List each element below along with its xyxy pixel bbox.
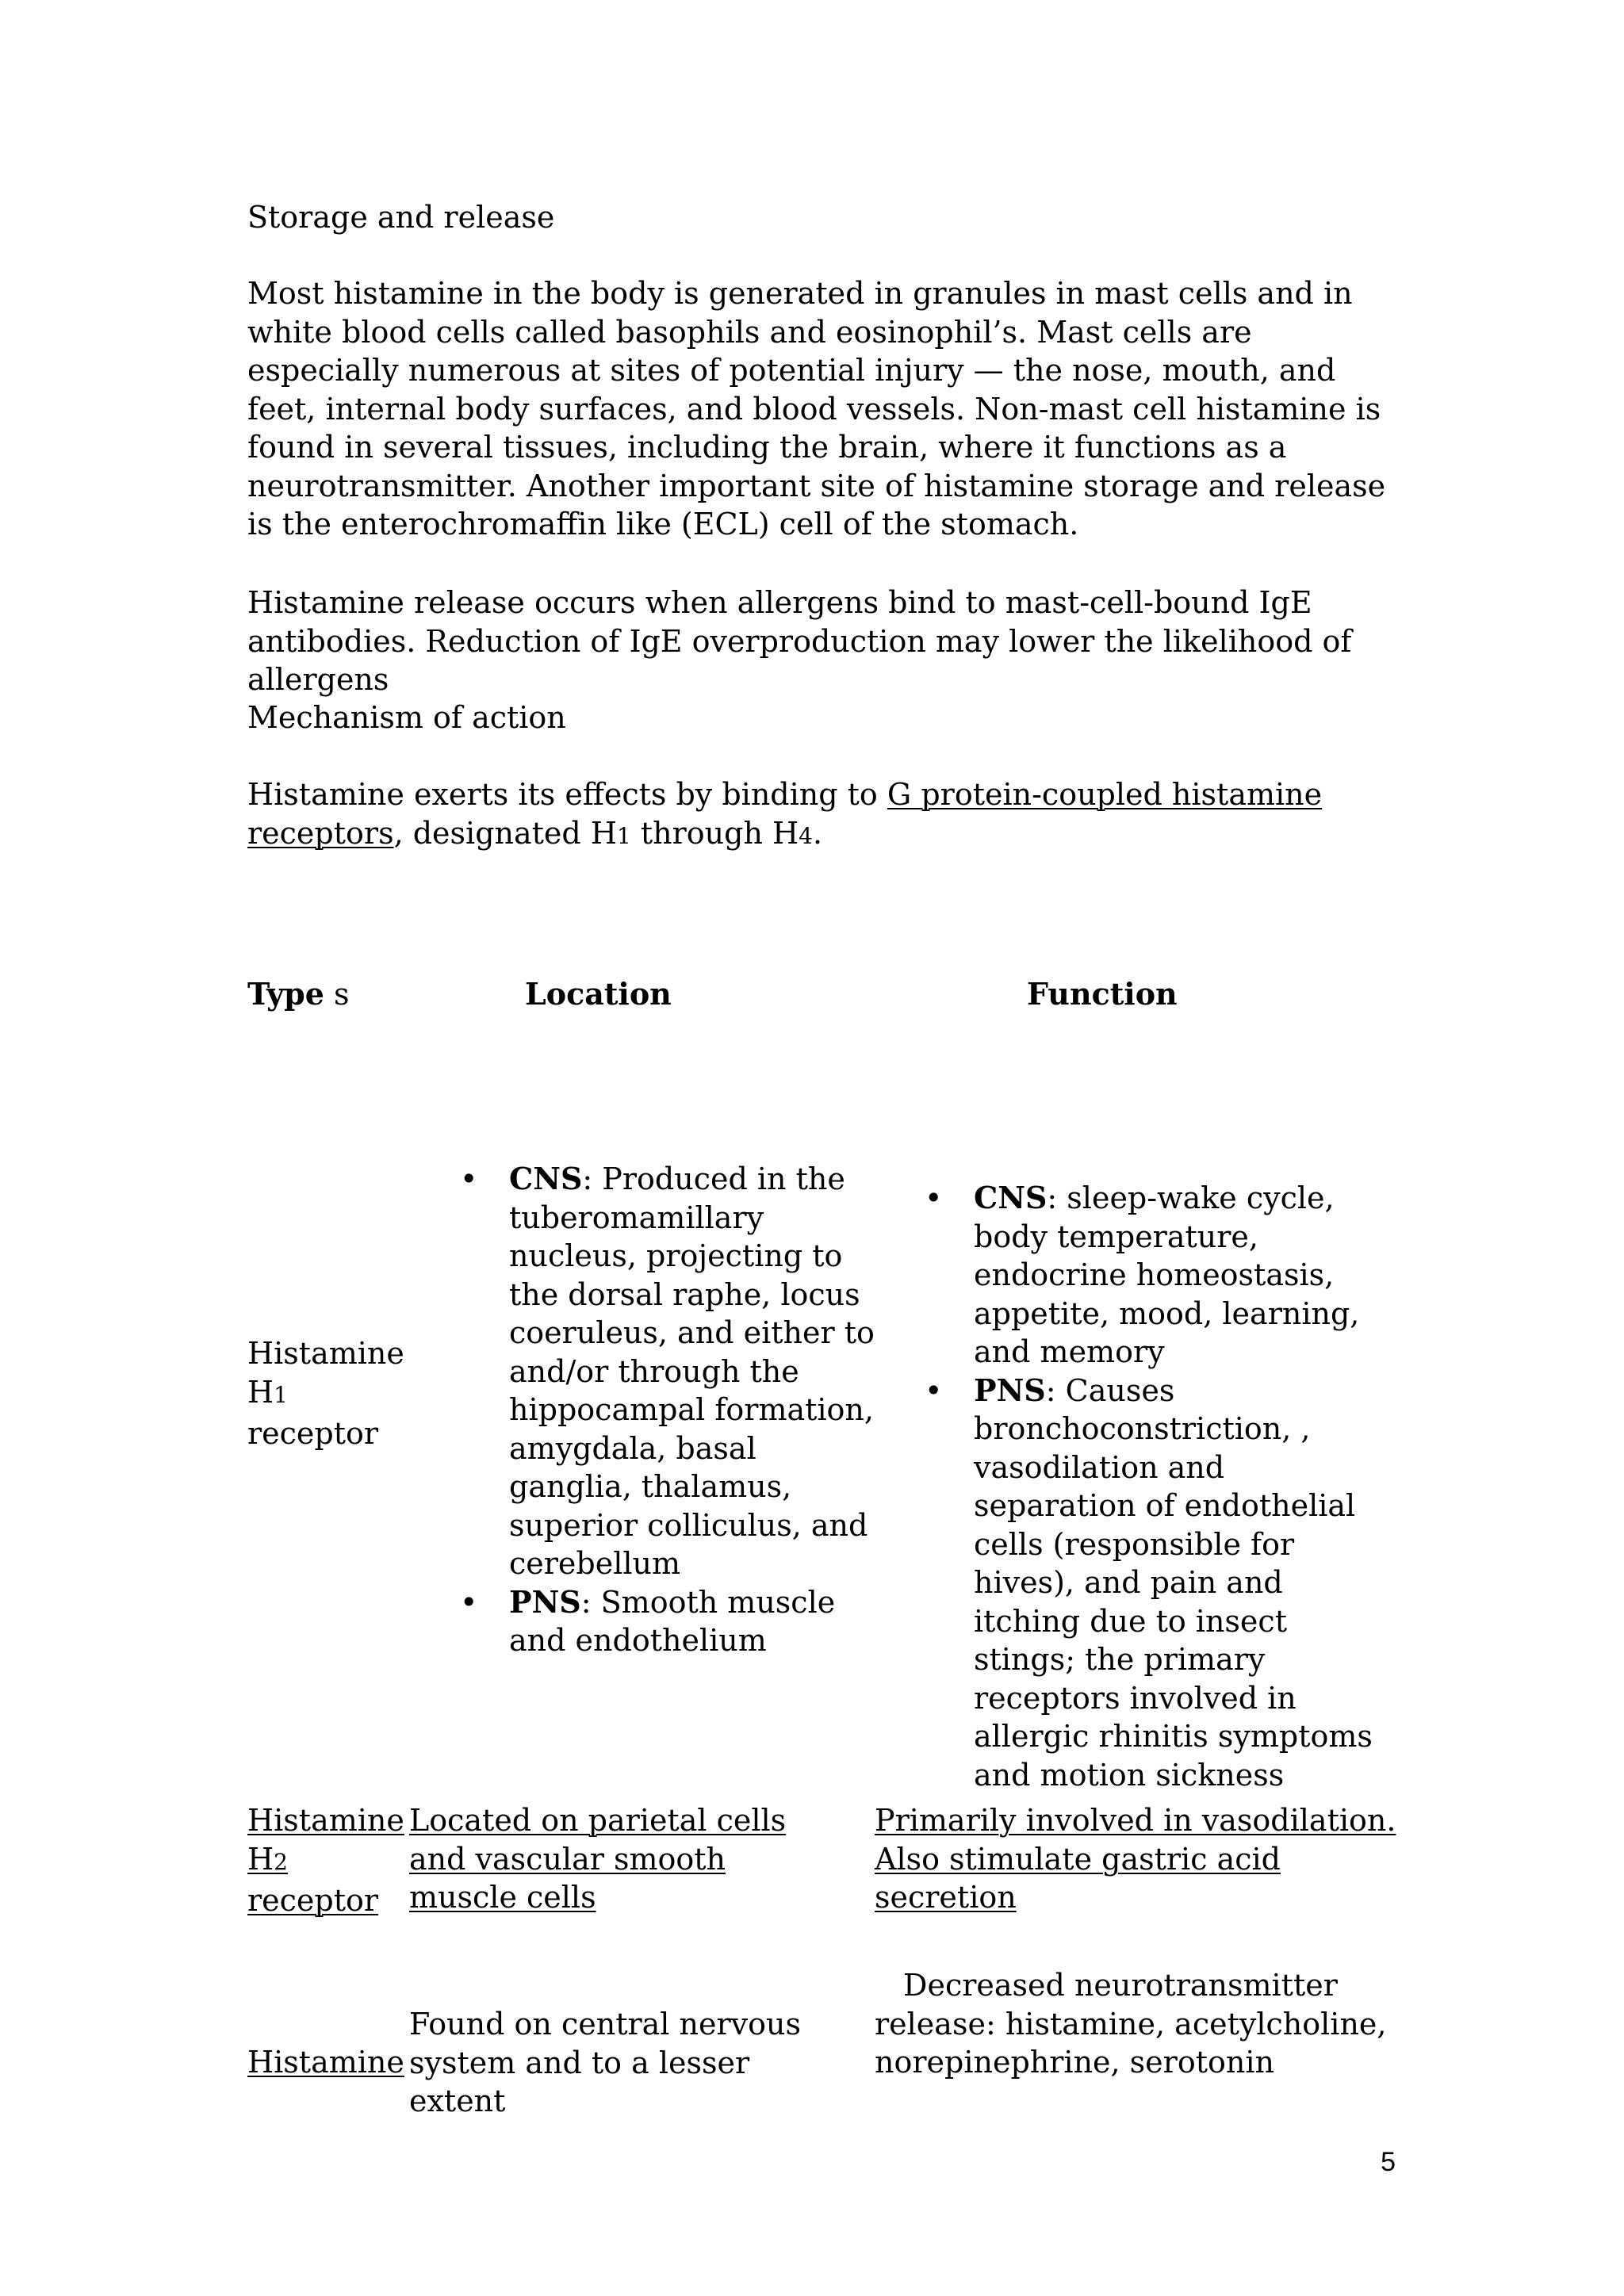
page-number: 5 <box>1381 2147 1396 2177</box>
h2-type-cell: Histamine H2 receptor <box>247 1803 404 1918</box>
receptors-link[interactable]: G protein-coupled histamine receptors <box>247 777 1323 851</box>
h1-type-cell: Histamine H1 receptor <box>247 1336 404 1451</box>
h3-location-cell: Found on central nervous system and to a lesser extent <box>409 2007 801 2118</box>
header-function: Function <box>1027 976 1178 1012</box>
list-item: • PNS: Smooth muscle and endothelium <box>460 1583 836 1658</box>
h3-type-cell: Histamine <box>247 2045 404 2080</box>
list-item: • CNS: Produced in the tuberomamillary nucleus, projecting to the dorsal raphe, locus coeruleus, and either to and/or through the hippocampal formation, amygdala, basal ganglia, thalamus, superior colliculus, and cerebellum <box>460 1161 875 1581</box>
list-item: • PNS: Causes bronchoconstriction, , vasodilation and separation of endothelial cells (responsible for hives), and pain and itching due to insect stings; the primary receptors involved in allergic rhinitis symptoms and motion sickness <box>925 1372 1373 1793</box>
list-item: • CNS: sleep-wake cycle, body temperature, endocrine homeostasis, appetite, mood, learning, and memory <box>925 1180 1360 1369</box>
h2-location-cell: Located on parietal cells and vascular smooth muscle cells <box>409 1803 787 1915</box>
heading-storage-release: Storage and release <box>247 200 555 235</box>
header-location: Location <box>525 976 672 1012</box>
header-types: Type s <box>247 976 350 1012</box>
h1-location-list <box>460 1160 882 1660</box>
h3-function-cell: Decreased neurotransmitter release: histamine, acetylcholine, norepinephrine, serotonin <box>875 1968 1387 2080</box>
h1-function-list <box>925 1179 1394 1794</box>
paragraph-storage: Most histamine in the body is generated in granules in mast cells and in white blood cells called basophils and eosinophil’s. Mast cells are especially numerous at sites of potential injury — the nose, mouth, and feet, internal body surfaces, and blood vessels. Non-mast cell histamine is found in several tissues, including the brain, where it functions as a neurotransmitter. Another important site of histamine storage and release is the enterochromaffin like (ECL) cell of the stomach. <box>247 276 1386 541</box>
paragraph-release: Histamine release occurs when allergens bind to mast-cell-bound IgE antibodies. Reduction of IgE overproduction may lower the likelihood of allergens <box>247 585 1352 697</box>
h2-function-cell: Primarily involved in vasodilation. Also stimulate gastric acid secretion <box>875 1803 1396 1915</box>
heading-mechanism: Mechanism of action <box>247 700 566 735</box>
paragraph-mechanism: Histamine exerts its effects by binding to G protein-coupled histamine receptors, designated H1 through H4. <box>247 777 1323 851</box>
